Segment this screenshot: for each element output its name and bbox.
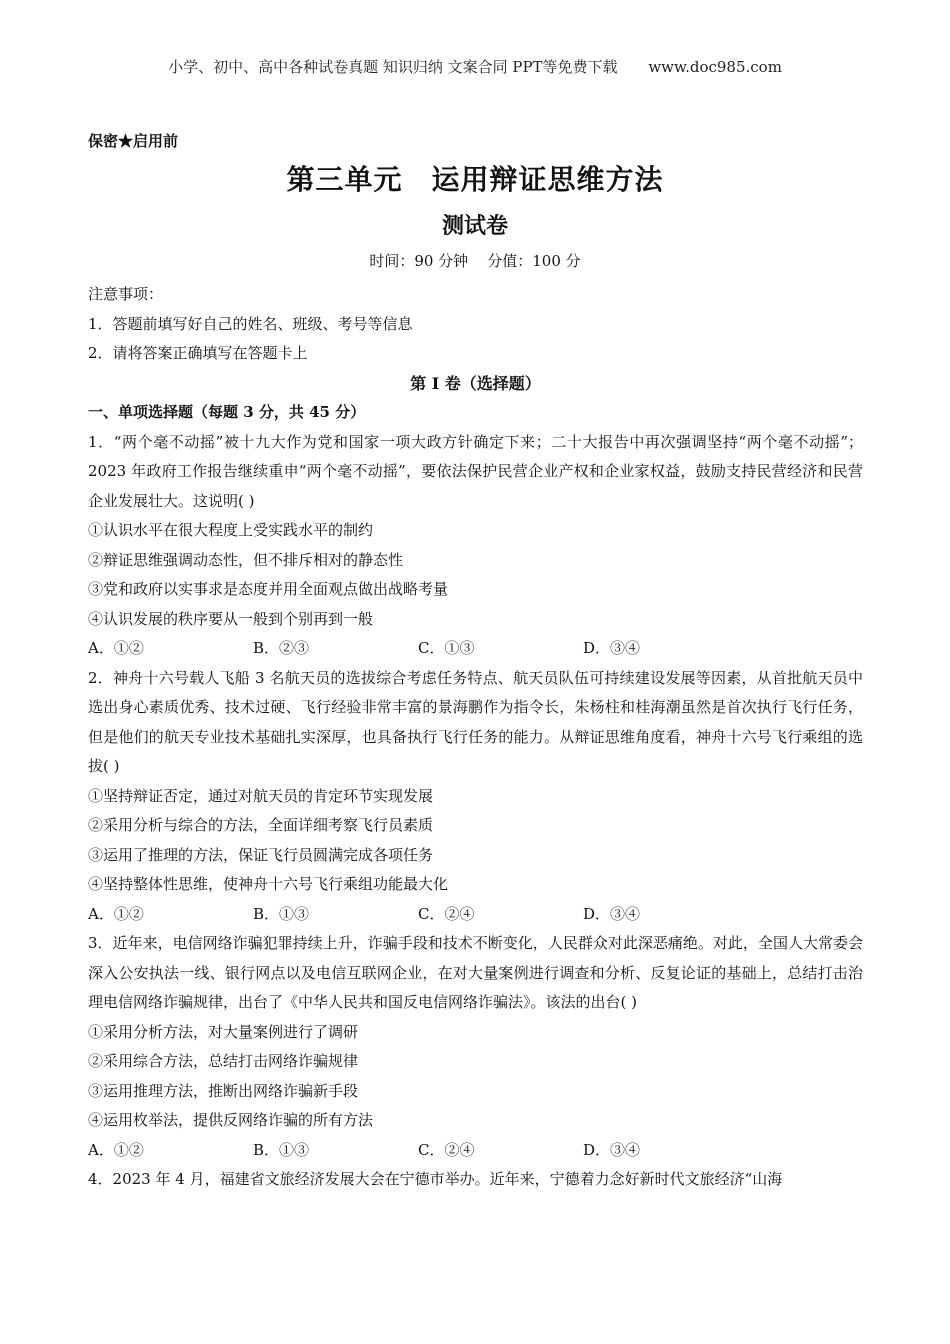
choice-c: C．②④ [418, 1140, 475, 1159]
question-text: 3．近年来，电信网络诈骗犯罪持续上升，诈骗手段和技术不断变化，人民群众对此深恶痛绝。对此，全国人大常委会深入公安执法一线、银行网点以及电信互联网企业，在对大量案例进行调查和分析、反复论证的基础上，总结打击治理电信网络诈骗规律，出台了《中华人民共和国反电信网络诈骗法》。该法的出台( ) [88, 934, 863, 1011]
header-url[interactable]: www.doc985.com [648, 58, 782, 76]
question-text: 1．“两个毫不动摇”被十九大作为党和国家一项大政方针确定下来；二十大报告中再次强调坚持“两个毫不动摇”；2023 年政府工作报告继续重申“两个毫不动摇”，要依法保护民营企业产权和企业家权益，鼓励支持民营经济和民营企业发展壮大。这说明( ) [88, 432, 863, 510]
question-option: ③运用了推理的方法，保证飞行员圆满完成各项任务 [88, 845, 434, 864]
secret-label: 保密★启用前 [88, 132, 179, 150]
choice-a: A．①② [88, 639, 144, 657]
note-item: 2．请将答案正确填写在答题卡上 [88, 344, 308, 362]
choice-a: A．①② [88, 904, 144, 923]
page-title: 第三单元 运用辩证思维方法 [286, 163, 664, 196]
question-option: ①采用分析方法，对大量案例进行了调研 [88, 1022, 359, 1041]
question [88, 428, 863, 664]
choice-d: D．③④ [583, 639, 641, 657]
question-option: ④坚持整体性思维，使神舟十六号飞行乘组功能最大化 [88, 875, 449, 893]
answer-choices [88, 900, 863, 930]
notes-heading: 注意事项： [88, 285, 164, 303]
header-banner: 小学、初中、高中各种试卷真题 知识归纳 文案合同 PPT等免费下载 [168, 58, 618, 76]
question-option: ②采用分析与综合的方法，全面详细考察飞行员素质 [88, 816, 434, 834]
question-option: ④运用枚举法，提供反网络诈骗的所有方法 [88, 1111, 374, 1129]
question-option: ②辩证思维强调动态性，但不排斥相对的静态性 [88, 550, 404, 569]
choice-c: C．①③ [418, 639, 475, 657]
part-title: 第 I 卷（选择题） [410, 373, 541, 393]
question-option: ③运用推理方法，推断出网络诈骗新手段 [88, 1081, 359, 1100]
answer-choices [88, 634, 863, 664]
choice-c: C．②④ [418, 904, 475, 923]
question-option: ③党和政府以实事求是态度并用全面观点做出战略考量 [88, 580, 449, 598]
choice-b: B．①③ [253, 1140, 310, 1159]
question [88, 1165, 863, 1195]
time-info: 时间：90 分钟 分值：100 分 [369, 252, 581, 270]
page-subtitle: 测试卷 [441, 213, 508, 239]
choice-d: D．③④ [583, 1140, 641, 1159]
question [88, 929, 863, 1165]
choice-d: D．③④ [583, 904, 641, 923]
choice-a: A．①② [88, 1140, 144, 1159]
choice-b: B．①③ [253, 904, 310, 923]
choice-b: B．②③ [253, 639, 310, 657]
question-option: ①坚持辩证否定，通过对航天员的肯定环节实现发展 [88, 786, 434, 805]
question-option: ②采用综合方法，总结打击网络诈骗规律 [88, 1052, 359, 1070]
question [88, 664, 863, 930]
question-option: ④认识发展的秩序要从一般到个别再到一般 [88, 609, 374, 628]
note-item: 1．答题前填写好自己的姓名、班级、考号等信息 [88, 314, 413, 333]
answer-choices [88, 1136, 863, 1166]
section-title: 一、单项选择题（每题 3 分，共 45 分） [88, 403, 366, 421]
page-header [0, 56, 950, 77]
question-text: 4．2023 年 4 月，福建省文旅经济发展大会在宁德市举办。近年来，宁德着力念好新时代文旅经济“山海 [88, 1170, 783, 1188]
document-body [88, 280, 863, 1195]
question-option: ①认识水平在很大程度上受实践水平的制约 [88, 521, 374, 539]
question-text: 2．神舟十六号载人飞船 3 名航天员的选拔综合考虑任务特点、航天员队伍可持续建设发展等因素，从首批航天员中选出身心素质优秀、技术过硬、飞行经验非常丰富的景海鹏作为指令长，朱杨柱和桂海潮虽然是首次执行飞行任务，但是他们的航天专业技术基础扎实深厚，也具备执行飞行任务的能力。从辩证思维角度看，神舟十六号飞行乘组的选拔( ) [88, 668, 863, 775]
